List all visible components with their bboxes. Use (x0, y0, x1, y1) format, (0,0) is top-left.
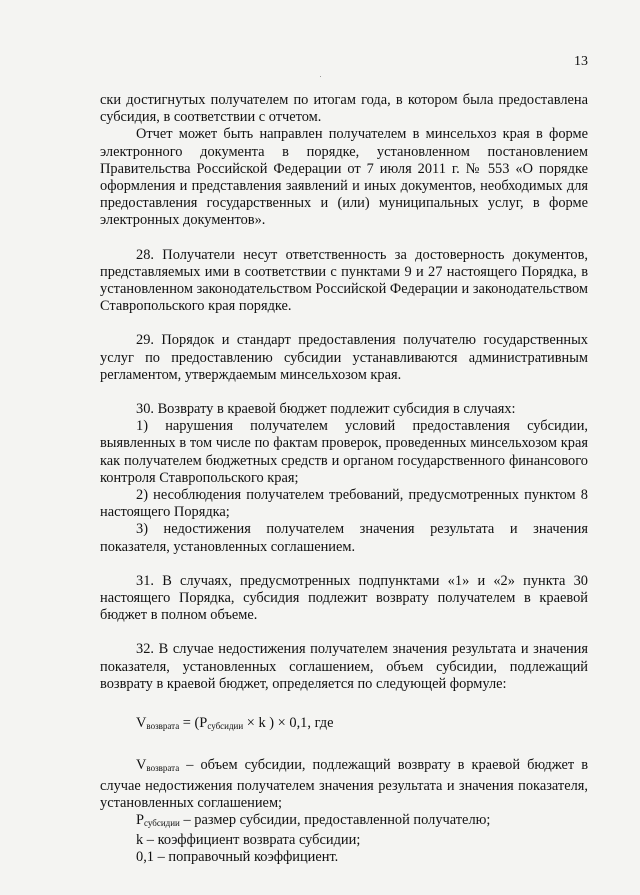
scan-speck (320, 76, 321, 77)
definition-v-subscript: возврата (146, 763, 180, 774)
paragraph-30-item-3: 3) недостижения получателем значения результата и значения показателя, установленных соглашением. (100, 521, 588, 555)
paragraph-30-item-2: 2) несоблюдения получателем требований, предусмотренных пунктом 8 настоящего Порядка; (100, 487, 588, 521)
formula-eq: = (P (179, 715, 208, 732)
definition-p-symbol: P (136, 811, 145, 828)
paragraph-30-item-1: 1) нарушения получателем условий предоставления субсидии, выявленных в том числе по фактам проверок, проведенных минсельхозом края как получателем бюджетных средств и органом государственного финансового контроля Ставропольского края; (100, 418, 588, 486)
definition-p (100, 812, 588, 832)
paragraph-32: 32. В случае недостижения получателем значения результата и значения показателя, установленных соглашением, объем субсидии, подлежащий возврату в краевой бюджет, определяется по следующей формуле: (100, 641, 588, 692)
definition-k: k – коэффициент возврата субсидии; (136, 832, 361, 849)
definition-v (100, 757, 588, 812)
definition-p-subscript: субсидии (144, 817, 180, 828)
paragraph-28: 28. Получатели несут ответственность за достоверность документов, представляемых ими в соответствии с пунктами 9 и 27 настоящего Порядка, в установленном законодательством Российской Федерации и законодательством Ставропольского края порядке. (100, 246, 588, 315)
paragraph-30: 30. Возврату в краевой бюджет подлежит субсидия в случаях: (136, 401, 516, 418)
paragraph-31: 31. В случаях, предусмотренных подпунктами «1» и «2» пункта 30 настоящего Порядка, субсидия подлежит возврату получателем в краевой бюджет в полном объеме. (100, 572, 588, 624)
paragraph-report: Отчет может быть направлен получателем в минсельхоз края в форме электронного документа в порядке, установленном постановлением Правительства Российской Федерации от 7 июля 2011 г. № 553 «О порядке оформления и представления заявлений и иных документов, необходимых для предоставления государственных и (или) муниципальных услуг, в форме электронных документов». (100, 126, 588, 229)
formula-p-subscript: субсидии (207, 721, 244, 732)
document-body (100, 92, 588, 867)
formula-rest: × k ) × 0,1, где (243, 715, 334, 732)
paragraph-continuation: ски достигнутых получателем по итогам года, в котором была предоставлена субсидия, в соответствии с отчетом. (100, 92, 588, 126)
definition-coefficient: 0,1 – поправочный коэффициент. (136, 849, 339, 866)
formula-v: V (136, 715, 147, 732)
formula-v-subscript: возврата (146, 721, 180, 732)
paragraph-29: 29. Порядок и стандарт предоставления получателю государственных услуг по предоставлению субсидии устанавливаются административным регламентом, утверждаемым минсельхозом края. (100, 332, 588, 383)
definition-p-text: – размер субсидии, предоставленной получателю; (179, 811, 491, 828)
definition-v-text: – объем субсидии, подлежащий возврату в краевой бюджет в случае недостижения получателем значения результата и значения показателя, установленных соглашением; (100, 757, 588, 811)
page-number: 13 (574, 54, 588, 69)
return-formula (100, 715, 588, 735)
definition-v-symbol: V (136, 757, 147, 774)
